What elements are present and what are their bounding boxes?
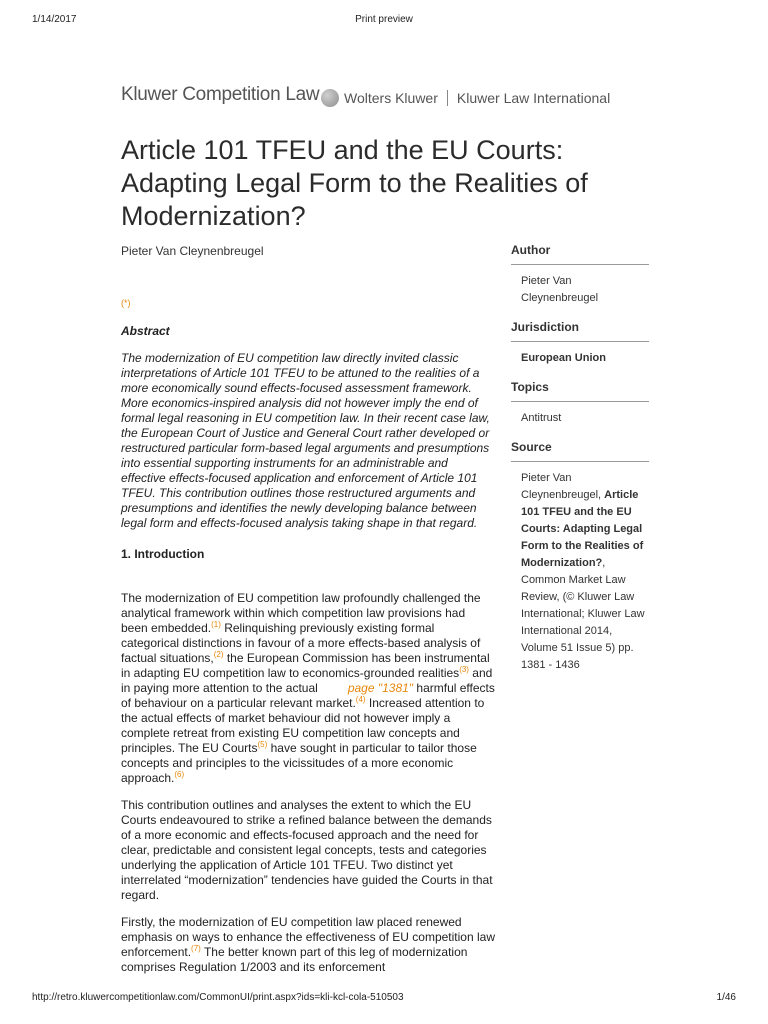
article-author: Pieter Van Cleynenbreugel [121, 244, 264, 258]
paragraph-text: and in paying more attention to the actual [121, 666, 493, 695]
paragraph-text: The better known part of this leg of modernization comprises Regulation 1/2003 and its enforcement [121, 945, 468, 974]
page-marker-link[interactable]: page "1381" [347, 681, 414, 695]
abstract-heading: Abstract [121, 324, 170, 338]
topics-section-heading: Topics [511, 379, 649, 402]
author-footnote-link[interactable]: (*) [121, 298, 131, 308]
paragraph-text: Firstly, the modernization of EU competition law placed renewed emphasis on ways to enhance the effectiveness of EU competition law enforcement. [121, 915, 495, 959]
paragraph-text: harmful effects of behaviour on a particular relevant market. [121, 681, 495, 710]
source-article-title: Article 101 TFEU and the EU Courts: Adapting Legal Form to the Realities of Modernization? [521, 489, 644, 569]
article-body [121, 324, 495, 987]
topic-link[interactable]: Antitrust [521, 412, 562, 424]
print-header [32, 14, 736, 30]
page-url: http://retro.kluwercompetitionlaw.com/CommonUI/print.aspx?ids=kli-kcl-cola-510503 [32, 992, 404, 1003]
article-title: Article 101 TFEU and the EU Courts: Adapting Legal Form to the Realities of Modernization? [121, 135, 588, 231]
brand-bar [121, 84, 611, 116]
footnote-link-2[interactable]: (2) [213, 650, 224, 659]
source-citation [511, 470, 649, 674]
metadata-sidebar [511, 242, 649, 686]
brand-divider [447, 90, 448, 106]
abstract-text: The modernization of EU competition law directly invited classic interpretations of Article 101 TFEU to be attuned to the realities of a more economically sound effects-focused assessment framework. More economics-inspired analysis did not however imply the end of formal legal reasoning in EU competition law. In their recent case law, the European Court of Justice and General Court rather developed or restructured particular form-based legal arguments and presumptions into essential supporting instruments for an administrable and effective effects-focused application and enforcement of Article 101 TFEU. This contribution outlines those restructured arguments and presumptions and identifies the newly developing balance between legal form and effects-focused analysis taking shape in that regard. [121, 351, 490, 530]
footnote-link-6[interactable]: (6) [174, 770, 185, 779]
wolters-kluwer-text: Wolters Kluwer [344, 90, 438, 106]
print-date: 1/14/2017 [32, 14, 77, 25]
paragraph-text: Relinquishing previously existing formal categorical distinctions in favour of a more effects-based analysis of factual situations, [121, 621, 481, 665]
author-section-heading: Author [511, 242, 649, 265]
kluwer-law-international-text: Kluwer Law International [456, 90, 611, 106]
source-publication: , Common Market Law Review, (© Kluwer Law International; Kluwer Law International 2014, Volume 51 Issue 5) pp. 1381 - 1436 [521, 557, 645, 671]
footnote-link-7[interactable]: (7) [191, 944, 201, 953]
paragraph-3 [121, 915, 495, 975]
paragraph-2: This contribution outlines and analyses the extent to which the EU Courts endeavoured to strike a refined balance between the demands of a more economic and effects-focused approach and the need for clear, predictable and consistent legal concepts, tests and categories underlying the application of Article 101 TFEU. Two distinct yet interrelated “modernization” tendencies have guided the Courts in that regard. [121, 798, 493, 902]
kluwer-competition-law-logo: Kluwer Competition Law [121, 84, 320, 105]
paragraph-text: have sought in particular to tailor those concepts and principles to the vicissitudes of a more economic approach. [121, 741, 477, 785]
page-number: 1/46 [716, 992, 736, 1003]
source-author: Pieter Van Cleynenbreugel, [521, 472, 605, 501]
paragraph-text: The modernization of EU competition law profoundly challenged the analytical framework within which competition law provisions had been embedded. [121, 591, 481, 635]
footnote-link-3[interactable]: (3) [459, 665, 469, 674]
paragraph-text: Increased attention to the actual effects of market behaviour did not however imply a complete retreat from existing EU competition law concepts and principles. The EU Courts [121, 696, 485, 755]
jurisdiction-value[interactable]: European Union [521, 352, 606, 364]
wolters-kluwer-logo-icon [321, 89, 339, 107]
jurisdiction-section-heading: Jurisdiction [511, 319, 649, 342]
paragraph-1 [121, 591, 495, 786]
footnote-link-5[interactable]: (5) [257, 740, 268, 749]
author-name-link[interactable]: Pieter Van Cleynenbreugel [521, 275, 599, 304]
source-section-heading: Source [511, 439, 649, 462]
print-preview-title: Print preview [355, 14, 413, 25]
footnote-link-4[interactable]: (4) [355, 695, 366, 704]
footnote-link-1[interactable]: (1) [211, 620, 221, 629]
print-footer [32, 992, 736, 1008]
paragraph-text: the European Commission has been instrumental in adapting EU competition law to economics-grounded realities [121, 651, 490, 680]
wolters-kluwer-branding [321, 89, 610, 107]
introduction-heading: 1. Introduction [121, 547, 205, 561]
